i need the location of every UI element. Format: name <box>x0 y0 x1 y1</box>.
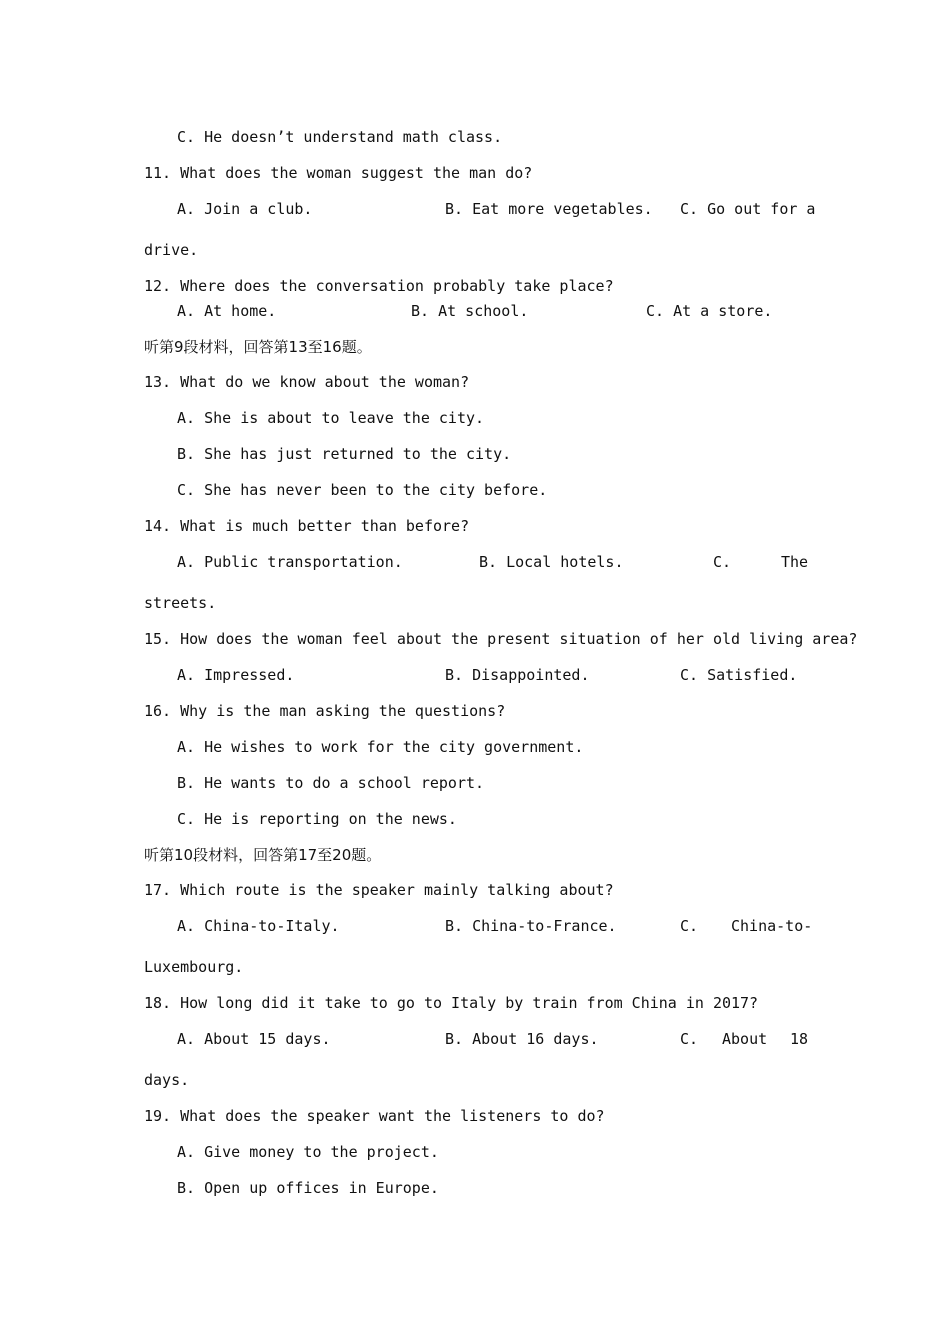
q18-option-a: A. About 15 days. <box>177 1030 331 1048</box>
q11-option-a: A. Join a club. <box>177 200 313 218</box>
q11-question: 11. What does the woman suggest the man do? <box>144 164 533 182</box>
q19-question: 19. What does the speaker want the listeners to do? <box>144 1107 605 1125</box>
q16-option-b: B. He wants to do a school report. <box>177 774 485 792</box>
q15-option-b: B. Disappointed. <box>445 666 590 684</box>
q18-option-c-number: 18 <box>790 1030 809 1048</box>
q11-option-c-continued: drive. <box>144 241 199 259</box>
q10-option-c: C. He doesn’t understand math class. <box>177 128 503 146</box>
q18-option-c-text: About <box>722 1030 768 1048</box>
q17-option-c-letter: C. <box>680 917 699 935</box>
q11-option-c: C. Go out for a <box>680 200 816 218</box>
q18-option-c-continued: days. <box>144 1071 190 1089</box>
q15-option-a: A. Impressed. <box>177 666 295 684</box>
q18-option-b: B. About 16 days. <box>445 1030 599 1048</box>
q17-question: 17. Which route is the speaker mainly talking about? <box>144 881 614 899</box>
q17-option-c-continued: Luxembourg. <box>144 958 244 976</box>
q15-question: 15. How does the woman feel about the present situation of her old living area? <box>144 630 858 648</box>
q16-option-a: A. He wishes to work for the city government. <box>177 738 584 756</box>
q13-question: 13. What do we know about the woman? <box>144 373 470 391</box>
q18-question: 18. How long did it take to go to Italy by train from China in 2017? <box>144 994 759 1012</box>
q16-option-c: C. He is reporting on the news. <box>177 810 457 828</box>
section-9-heading: 听第9段材料，回答第13至16题。 <box>144 338 372 356</box>
q17-option-b: B. China-to-France. <box>445 917 617 935</box>
q13-option-c: C. She has never been to the city before. <box>177 481 548 499</box>
q14-option-c-text: The <box>781 553 809 571</box>
q15-option-c: C. Satisfied. <box>680 666 798 684</box>
q12-question: 12. Where does the conversation probably take place? <box>144 277 614 295</box>
q14-option-c-letter: C. <box>713 553 732 571</box>
q11-option-b: B. Eat more vegetables. <box>445 200 653 218</box>
q13-option-a: A. She is about to leave the city. <box>177 409 485 427</box>
q18-option-c-letter: C. <box>680 1030 699 1048</box>
q13-option-b: B. She has just returned to the city. <box>177 445 512 463</box>
q14-option-b: B. Local hotels. <box>479 553 624 571</box>
q14-option-a: A. Public transportation. <box>177 553 403 571</box>
q17-option-a: A. China-to-Italy. <box>177 917 340 935</box>
q19-option-a: A. Give money to the project. <box>177 1143 439 1161</box>
section-10-heading: 听第10段材料，回答第17至20题。 <box>144 846 382 864</box>
q12-option-c: C. At a store. <box>646 302 773 320</box>
q19-option-b: B. Open up offices in Europe. <box>177 1179 439 1197</box>
q12-option-a: A. At home. <box>177 302 277 320</box>
q16-question: 16. Why is the man asking the questions? <box>144 702 506 720</box>
q12-option-b: B. At school. <box>411 302 529 320</box>
q14-option-c-continued: streets. <box>144 594 217 612</box>
q14-question: 14. What is much better than before? <box>144 517 470 535</box>
q17-option-c-text: China-to- <box>731 917 813 935</box>
